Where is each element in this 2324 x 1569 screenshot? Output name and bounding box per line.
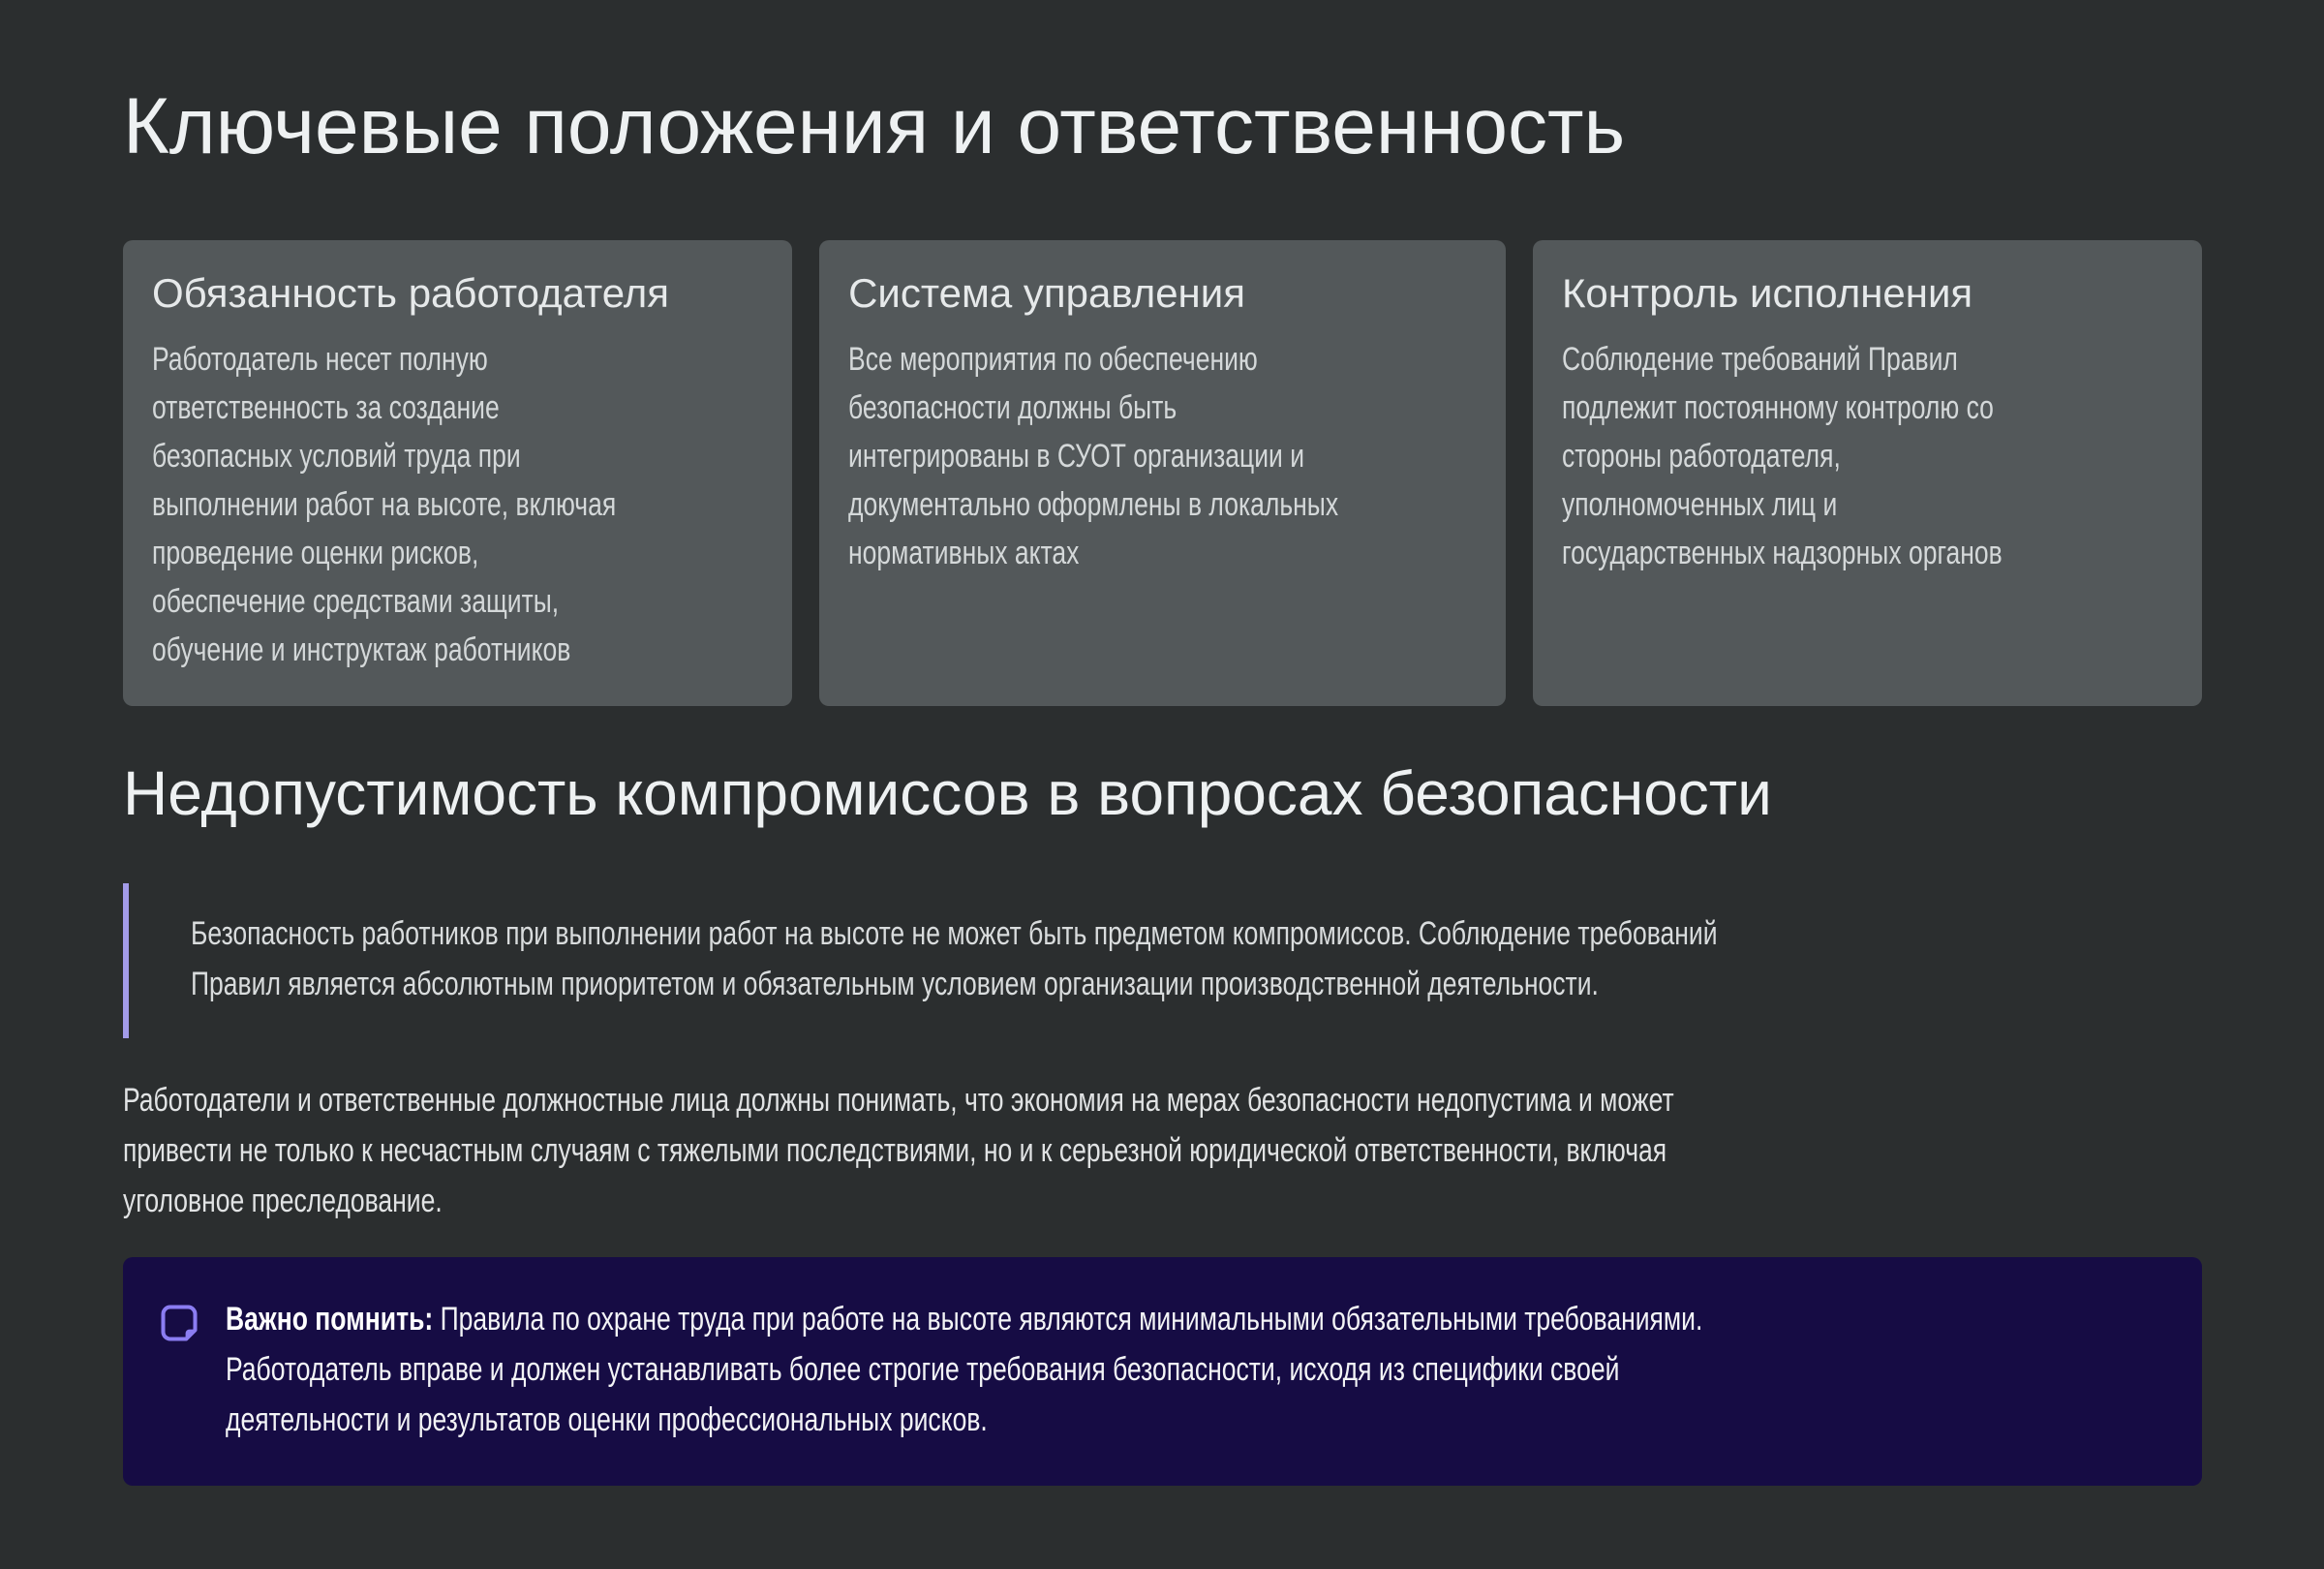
quote-text-line: Безопасность работников при выполнении работ на высоте не может быть предметом компромиссов. Соблюдение требований [191,915,1718,953]
card-text-line: Соблюдение требований Правил [1561,341,1958,379]
card-employer-duty [123,240,792,706]
card-text-line: уполномоченных лиц и [1561,486,1838,524]
card-title: Обязанность работодателя [152,270,670,317]
page-title: Ключевые положения и ответственность [123,82,1626,170]
card-body [1562,335,2038,577]
paragraph-line: Работодатели и ответственные должностные лица должны понимать, что экономия на мерах безопасности недопустима и может [123,1082,1674,1120]
sticky-note-icon [158,1302,200,1344]
body-paragraph [123,1075,1745,1226]
card-text-line: обеспечение средствами защиты, [152,583,560,621]
card-execution-control [1533,240,2202,706]
card-text-line: проведение оценки рисков, [152,535,479,572]
section-title: Недопустимость компромиссов в вопросах безопасности [123,758,1772,829]
safety-quote [123,883,2202,1038]
callout-text-line: деятельности и результатов оценки профессиональных рисков. [226,1401,988,1439]
card-text-line: нормативных актах [848,535,1080,572]
callout-line-rest: Правила по охране труда при работе на высоте являются минимальными обязательными требованиями. [440,1301,1703,1338]
card-text-line: государственных надзорных органов [1561,535,2003,572]
callout-text-line [226,1294,1702,1344]
card-text-line: безопасных условий труда при [152,438,521,476]
card-text-line: подлежит постоянному контролю со [1561,389,1994,427]
callout-text [226,1294,1702,1445]
quote-text [191,908,1759,1009]
card-title: Система управления [848,270,1245,317]
quote-text-line: Правил является абсолютным приоритетом и обязательным условием организации производственной деятельности. [191,966,1599,1003]
paragraph-line: привести не только к несчастным случаям с тяжелыми последствиями, но и к серьезной юридической ответственности, включая [123,1132,1667,1170]
card-text-line: обучение и инструктаж работников [152,631,571,669]
card-text-line: Работодатель несет полную [152,341,488,379]
card-body [848,335,1338,577]
paragraph-line: уголовное преследование. [123,1183,443,1220]
card-text-line: интегрированы в СУОТ организации и [848,438,1305,476]
card-text-line: документально оформлены в локальных [848,486,1339,524]
key-points-cards [123,240,2202,706]
card-text-line: выполнении работ на высоте, включая [152,486,617,524]
card-management-system [819,240,1506,706]
card-body [152,335,628,674]
callout-label: Важно помнить: [226,1301,434,1338]
important-callout [123,1257,2202,1486]
card-text-line: ответственность за создание [152,389,500,427]
card-title: Контроль исполнения [1561,270,1973,317]
card-text-line: стороны работодателя, [1561,438,1841,476]
card-text-line: Все мероприятия по обеспечению [848,341,1258,379]
card-text-line: безопасности должны быть [848,389,1177,427]
callout-text-line: Работодатель вправе и должен устанавливать более строгие требования безопасности, исходя из специфики своей [226,1351,1620,1389]
